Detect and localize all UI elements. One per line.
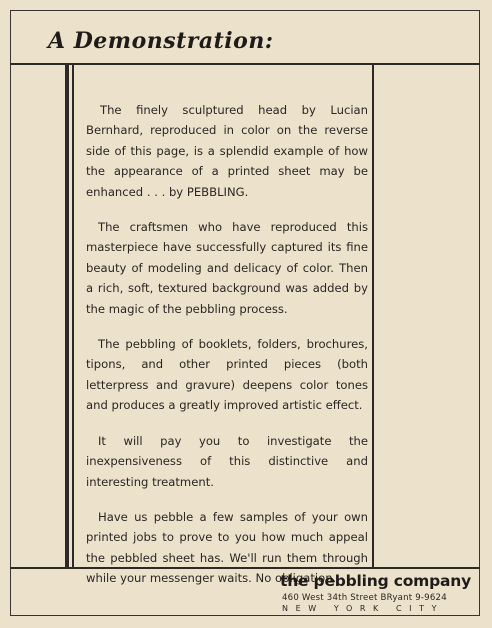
paragraph-2: The craftsmen who have reproduced this masterpiece have successfully captured its fine beauty of modeling and delicacy of color. Then a rich, soft, textured background was added by the magic of the pebbling process. (86, 220, 368, 316)
page-heading: A Demonstration: (48, 28, 274, 54)
left-rule-thin (72, 63, 74, 567)
paragraph-1: The finely sculptured head by Lucian Bernhard, reproduced in color on the reverse side of this page, is a splendid example of how the appearance of a printed sheet may be enhanced . . . by PEBBLING. (86, 103, 368, 199)
body-text (86, 100, 368, 604)
right-rule (372, 63, 374, 567)
paragraph-5: Have us pebble a few samples of your own printed jobs to prove to you how much appeal the pebbled sheet has. We'll run them through while your messenger waits. No obligation. (86, 509, 368, 586)
company-name: the pebbling company (280, 572, 471, 590)
top-rule (10, 63, 480, 65)
left-rule-thick (65, 63, 69, 567)
company-city: NEW YORK CITY (282, 604, 445, 613)
company-address: 460 West 34th Street BRyant 9-9624 (282, 593, 447, 603)
paragraph-4: It will pay you to investigate the inexpensiveness of this distinctive and interesting treatment. (86, 433, 368, 489)
paragraph-3: The pebbling of booklets, folders, brochures, tipons, and other printed pieces (both letterpress and gravure) deepens color tones and produces a greatly improved artistic effect. (86, 337, 368, 413)
